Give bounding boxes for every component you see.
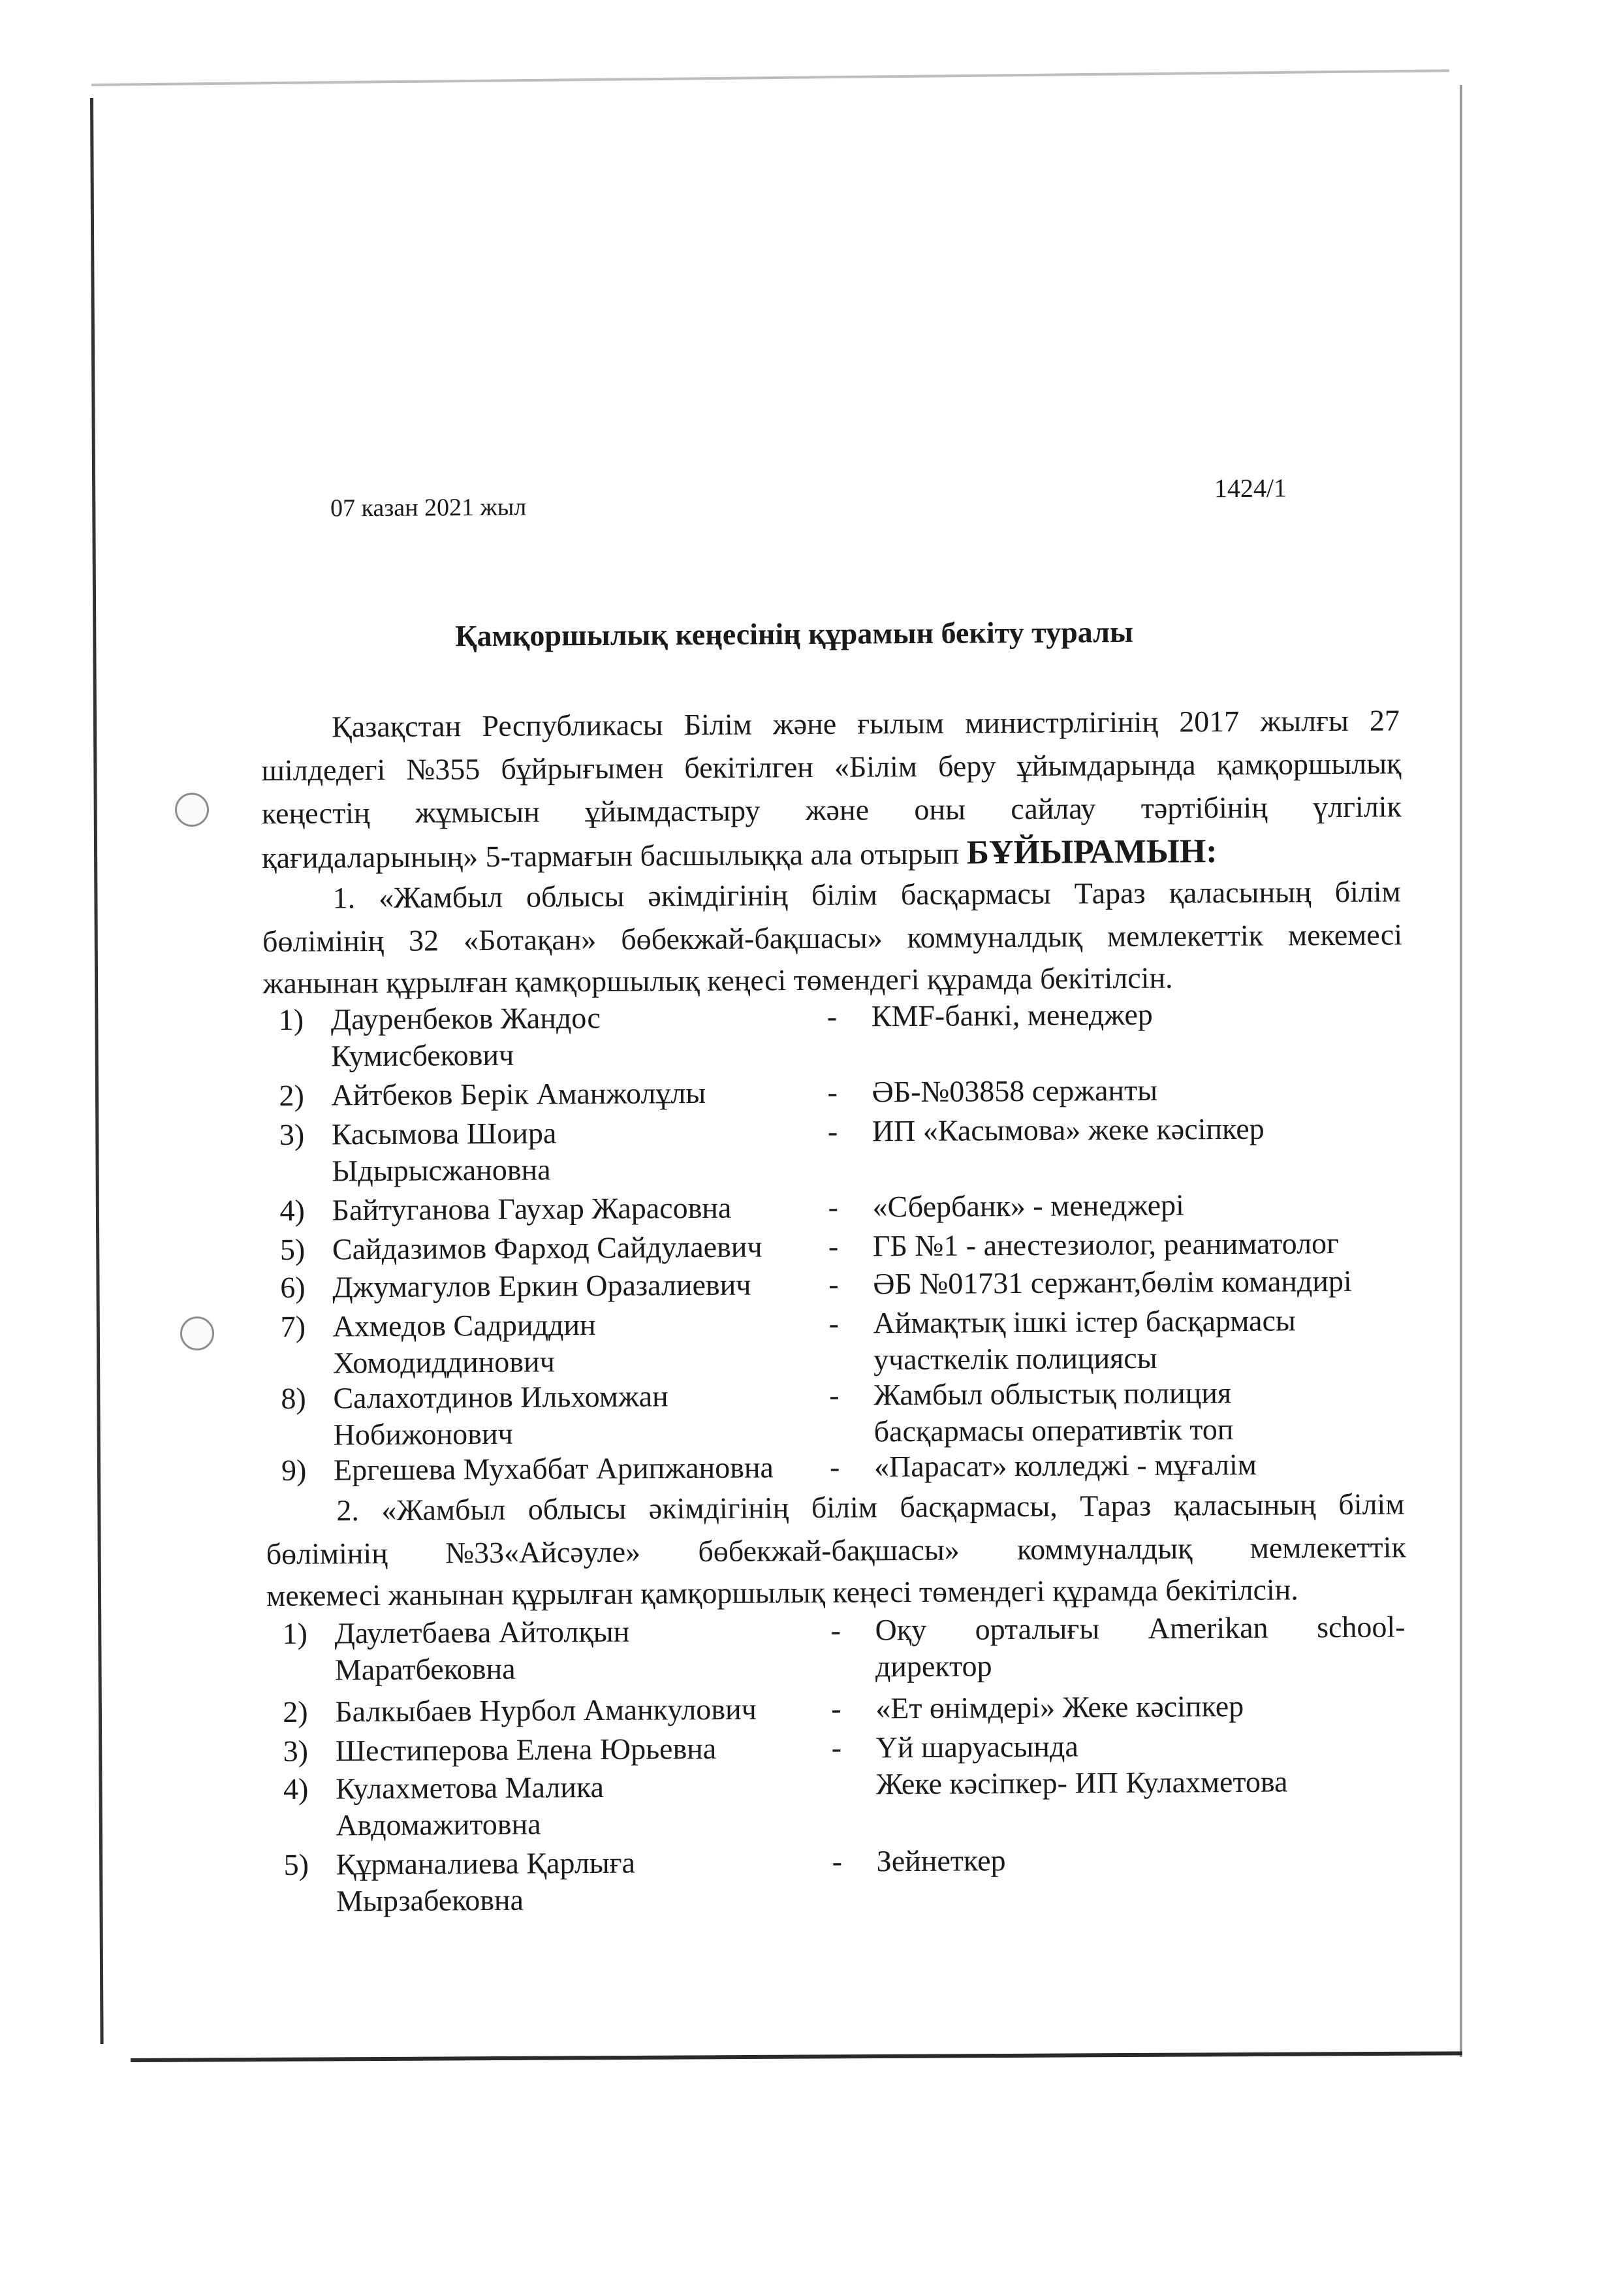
word: Республикасы xyxy=(482,708,663,743)
member-role: «Парасат» колледжі - мұғалім xyxy=(873,1447,1257,1484)
word: school- xyxy=(1316,1610,1406,1644)
member-name: Кумисбекович xyxy=(330,1038,514,1073)
member-role: Үй шаруасында xyxy=(875,1729,1078,1764)
member-role: участкелік полициясы xyxy=(873,1341,1157,1377)
word: білім xyxy=(811,878,878,912)
word: оны xyxy=(914,792,966,827)
member-number: 2) xyxy=(279,1078,305,1112)
word: облысы xyxy=(527,1491,627,1526)
member-role: ИП «Касымова» жеке кәсіпкер xyxy=(872,1111,1265,1148)
member-number: 4) xyxy=(279,1193,306,1227)
member-name: Мырзабековна xyxy=(336,1883,524,1918)
member-number: 3) xyxy=(279,1117,305,1151)
section2-line-1 xyxy=(336,1486,1404,1527)
word: бөбекжай-бақшасы» xyxy=(698,1533,960,1569)
member-number: 1) xyxy=(278,1002,304,1036)
word: ұйымдарында xyxy=(1016,748,1196,783)
word: және xyxy=(772,707,837,741)
member-number: 8) xyxy=(281,1381,306,1415)
member-dash: - xyxy=(828,1306,840,1340)
word: ғылым xyxy=(857,706,945,741)
word: 1. xyxy=(332,881,356,915)
word: «Ботақан» xyxy=(463,922,597,957)
order-word: БҰЙЫРАМЫН: xyxy=(966,833,1218,872)
member-name: Кулахметова Малика xyxy=(335,1770,605,1806)
word: 32 xyxy=(408,923,439,957)
word: білім xyxy=(1338,1487,1405,1522)
word: Тараз xyxy=(1074,876,1146,910)
member-number: 7) xyxy=(280,1309,306,1343)
member-role-justified xyxy=(875,1609,1405,1647)
word: жылғы xyxy=(1260,703,1349,738)
member-dash: - xyxy=(831,1691,841,1725)
word: ұйымдастыру xyxy=(584,793,761,829)
member-role: КМF-банкі, менеджер xyxy=(871,997,1153,1033)
word: мекемесі xyxy=(1287,917,1403,952)
section1-line-1 xyxy=(333,874,1401,915)
intro-line-1 xyxy=(332,703,1400,744)
member-name: Ергешева Мухаббат Арипжановна xyxy=(333,1450,774,1487)
member-role: басқармасы оперативтік топ xyxy=(873,1412,1234,1448)
word: бөлімінің xyxy=(262,923,385,959)
section1-line-3: жанынан құрылған қамқоршылық кеңесі төмендегі құрамда бекітілсін. xyxy=(262,961,1173,1000)
word: министрлігінің xyxy=(965,705,1159,740)
member-name: Сайдазимов Фарход Сайдулаевич xyxy=(332,1230,762,1266)
word: кеңестің xyxy=(261,796,370,831)
member-number: 4) xyxy=(283,1772,309,1806)
member-number: 6) xyxy=(280,1270,306,1304)
word: білім xyxy=(811,1490,878,1524)
member-role: Жамбыл облыстық полиция xyxy=(873,1376,1232,1412)
word: коммуналдық xyxy=(907,919,1083,955)
word: қаласының xyxy=(1169,875,1312,910)
member-name: Салахотдинов Ильхомжан xyxy=(333,1379,668,1415)
member-dash: - xyxy=(828,1190,839,1224)
word: жұмысын xyxy=(415,795,540,829)
word: №33«Айсәуле» xyxy=(445,1535,641,1570)
word: тәртібінің xyxy=(1140,790,1268,825)
member-dash: - xyxy=(827,1114,838,1148)
member-number: 5) xyxy=(279,1232,306,1266)
intro-line-2 xyxy=(261,746,1401,788)
member-name: Байтуганова Гаухар Жарасовна xyxy=(332,1190,732,1227)
word: 2. xyxy=(336,1493,360,1527)
word: шілдедегі xyxy=(261,752,386,788)
document-number: 1424/1 xyxy=(1214,473,1287,503)
word: Қазақстан xyxy=(331,709,462,744)
member-role: Зейнеткер xyxy=(876,1843,1006,1878)
member-number: 1) xyxy=(282,1616,308,1650)
section1-line-2 xyxy=(262,917,1402,959)
word: «Жамбыл xyxy=(381,1492,506,1527)
word: үлгілік xyxy=(1313,789,1402,824)
section2-line-3: мекемесі жанынан құрылған қамқоршылық кеңесі төмендегі құрамда бекітілсін. xyxy=(266,1572,1298,1613)
section2-member-list xyxy=(0,0,1612,5)
word: 27 xyxy=(1369,703,1400,737)
member-role: «Ет өнімдері» Жеке кәсіпкер xyxy=(875,1689,1244,1725)
word: білім xyxy=(1334,874,1401,909)
word: Тараз xyxy=(1080,1488,1152,1523)
member-dash: - xyxy=(830,1613,841,1647)
word: мемлекеттік xyxy=(1250,1530,1406,1565)
member-name: Дауренбеков Жандос xyxy=(330,1000,601,1036)
member-role: ӘБ №01731 сержант,бөлім командирі xyxy=(873,1264,1352,1301)
member-name: Құрманалиева Қарлығa xyxy=(336,1845,636,1881)
member-number: 3) xyxy=(283,1734,309,1768)
word: Білім xyxy=(684,707,752,742)
word: бекітілген xyxy=(684,750,813,785)
word: мемлекеттік xyxy=(1107,918,1264,953)
word: коммуналдық xyxy=(1016,1531,1193,1567)
member-name: Хомодиддинович xyxy=(332,1345,555,1380)
word: және xyxy=(805,793,870,827)
word: «Жамбыл xyxy=(378,880,503,915)
member-dash: - xyxy=(828,1267,839,1301)
intro-line-3 xyxy=(262,789,1402,831)
word: бөбекжай-бақшасы» xyxy=(621,921,883,956)
member-dash: - xyxy=(831,1730,842,1764)
word: беру xyxy=(937,749,996,783)
document-title: Қамқоршылық кеңесінің құрамын бекіту туралы xyxy=(455,614,1133,653)
member-number: 9) xyxy=(281,1453,307,1487)
member-name: Шестиперова Елена Юрьевна xyxy=(335,1731,717,1768)
document-date: 07 казан 2021 жыл xyxy=(330,493,527,522)
member-name: Нобижонович xyxy=(333,1416,513,1452)
member-name: Джумагулов Еркин Оразалиевич xyxy=(332,1268,751,1304)
member-dash: - xyxy=(827,1075,838,1109)
word: облысы xyxy=(526,879,625,914)
member-name: Касымова Шоира xyxy=(331,1116,557,1151)
member-dash: - xyxy=(828,1229,839,1263)
member-name: Маратбековна xyxy=(334,1651,516,1687)
section1-member-list xyxy=(0,0,1612,5)
member-name: Ахмедов Садриддин xyxy=(332,1308,596,1343)
member-number: 2) xyxy=(283,1695,308,1729)
member-role: ӘБ-№03858 сержанты xyxy=(872,1073,1158,1109)
word: Оқу xyxy=(875,1612,927,1647)
member-name: Авдомажитовна xyxy=(336,1807,541,1842)
word: «Білім xyxy=(834,749,918,784)
word: бұйрығымен xyxy=(501,751,664,786)
member-dash: - xyxy=(829,1378,840,1412)
word: басқармасы xyxy=(900,876,1051,912)
word: орталығы xyxy=(975,1612,1100,1646)
member-role: ГБ №1 - анестезиолог, реаниматолог xyxy=(872,1226,1340,1263)
member-role: Жеке кәсіпкер- ИП Кулахметова xyxy=(875,1764,1288,1801)
word: Amerikan xyxy=(1148,1610,1268,1645)
member-number: 5) xyxy=(283,1847,309,1881)
word: 2017 xyxy=(1179,704,1240,739)
word: қамқоршылық xyxy=(1216,746,1402,782)
word: №355 xyxy=(406,752,480,786)
word: қаласының xyxy=(1173,1488,1316,1522)
member-dash: - xyxy=(832,1844,843,1878)
word: басқармасы, xyxy=(900,1489,1058,1524)
section2-line-2 xyxy=(266,1529,1406,1571)
member-name: Айтбеков Берік Аманжолұлы xyxy=(331,1076,706,1112)
member-name: Даулетбаева Айтолқын xyxy=(334,1614,630,1650)
intro-text: қағидаларының» 5-тармағын басшылыққа ала отырып xyxy=(262,837,960,875)
member-role: директор xyxy=(875,1649,992,1683)
member-name: Ыдырысжановна xyxy=(332,1153,551,1188)
word: сайлау xyxy=(1011,791,1096,826)
member-role: «Сбербанк» - менеджері xyxy=(872,1188,1185,1224)
word: әкімдігінің xyxy=(648,1491,789,1525)
word: бөлімінің xyxy=(266,1536,388,1571)
member-dash: - xyxy=(829,1450,840,1484)
member-dash: - xyxy=(826,999,838,1033)
member-name: Балкыбаев Нурбол Аманкулович xyxy=(335,1692,757,1729)
member-role: Аймақтық ішкі істер басқармасы xyxy=(873,1303,1296,1340)
intro-line-4 xyxy=(262,832,1218,876)
word: әкімдігінің xyxy=(648,878,789,913)
